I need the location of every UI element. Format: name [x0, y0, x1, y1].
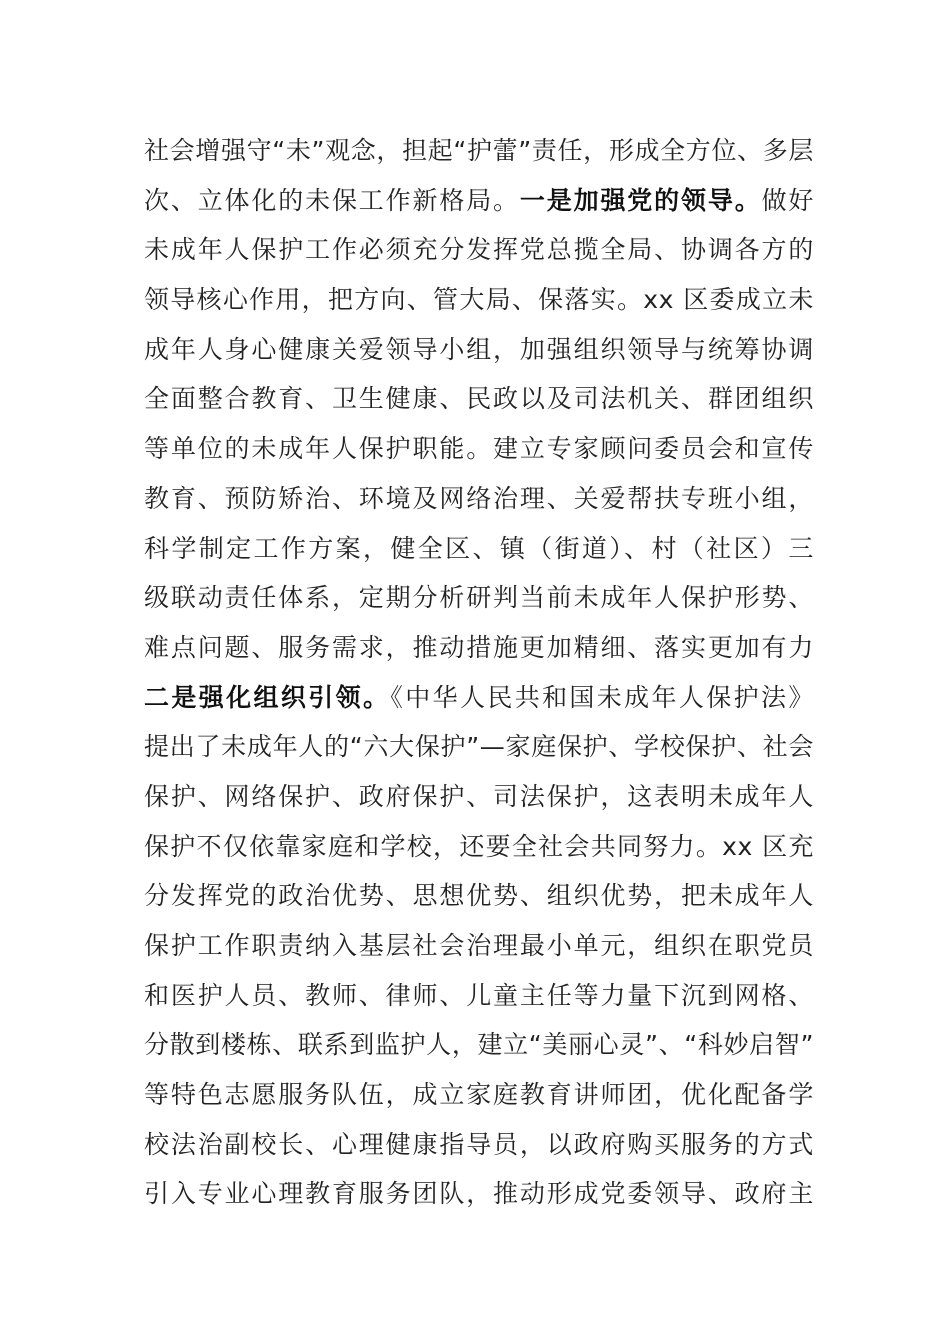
bold-heading-text: 一是加强党的领导。 [519, 185, 762, 215]
text-line [144, 424, 814, 474]
body-text-segment: 次、立体化的未保工作新格局。 [144, 185, 520, 215]
text-line [144, 871, 814, 921]
body-text-segment: 等特色志愿服务队伍，成立家庭教育讲师团，优化配备学 [144, 1080, 814, 1110]
text-line [144, 126, 814, 176]
text-line [144, 1020, 814, 1070]
text-line [144, 623, 814, 673]
body-text-segment: 《中华人民共和国未成年人保护法》 [390, 682, 814, 712]
text-line [144, 573, 814, 623]
text-line [144, 1120, 814, 1170]
body-text-segment: 保护不仅依靠家庭和学校，还要全社会共同努力。xx 区充 [144, 831, 814, 861]
text-line [144, 921, 814, 971]
body-text-segment: 和医护人员、教师、律师、儿童主任等力量下沉到网格、 [144, 980, 814, 1010]
body-text-segment: 分散到楼栋、联系到监护人，建立“美丽心灵”、“科妙启智” [144, 1030, 814, 1060]
body-text-segment: 全面整合教育、卫生健康、民政以及司法机关、群团组织 [144, 384, 814, 414]
text-line [144, 822, 814, 872]
text-line [144, 176, 814, 226]
body-text-segment: 成年人身心健康关爱领导小组，加强组织领导与统筹协调 [144, 334, 814, 364]
text-line [144, 275, 814, 325]
text-line [144, 225, 814, 275]
body-text-segment: 级联动责任体系，定期分析研判当前未成年人保护形势、 [144, 583, 814, 613]
text-line [144, 474, 814, 524]
body-text-segment: 保护、网络保护、政府保护、司法保护，这表明未成年人 [144, 781, 814, 811]
body-text-segment: 未成年人保护工作必须充分发挥党总揽全局、协调各方的 [144, 235, 814, 265]
text-line [144, 1070, 814, 1120]
body-text-segment: 社会增强守“未”观念，担起“护蕾”责任，形成全方位、多层 [144, 136, 814, 165]
body-text-segment: 教育、预防矫治、环境及网络治理、关爱帮扶专班小组， [144, 483, 814, 513]
body-text [144, 126, 814, 1219]
text-line [144, 673, 814, 723]
text-line [144, 1169, 814, 1219]
text-line [144, 772, 814, 822]
body-text-segment: 校法治副校长、心理健康指导员，以政府购买服务的方式 [144, 1129, 814, 1159]
text-line [144, 722, 814, 772]
body-text-segment: 提出了未成年人的“六大保护”—家庭保护、学校保护、社会 [144, 732, 814, 762]
text-line [144, 374, 814, 424]
body-text-segment: 做好 [761, 185, 815, 215]
body-text-segment: 等单位的未成年人保护职能。建立专家顾问委员会和宣传 [144, 434, 814, 464]
bold-heading-text: 二是强化组织引领。 [144, 682, 391, 712]
text-line [144, 325, 814, 375]
text-line [144, 971, 814, 1021]
body-text-segment: 领导核心作用，把方向、管大局、保落实。xx 区委成立未 [144, 285, 814, 315]
body-text-segment: 引入专业心理教育服务团队，推动形成党委领导、政府主 [144, 1179, 814, 1209]
body-text-segment: 难点问题、服务需求，推动措施更加精细、落实更加有力 [144, 632, 814, 662]
text-line [144, 524, 814, 574]
body-text-segment: 分发挥党的政治优势、思想优势、组织优势，把未成年人 [144, 881, 814, 911]
body-text-segment: 保护工作职责纳入基层社会治理最小单元，组织在职党员 [144, 931, 814, 960]
body-text-segment: 科学制定工作方案，健全区、镇（街道）、村（社区）三 [144, 533, 814, 563]
